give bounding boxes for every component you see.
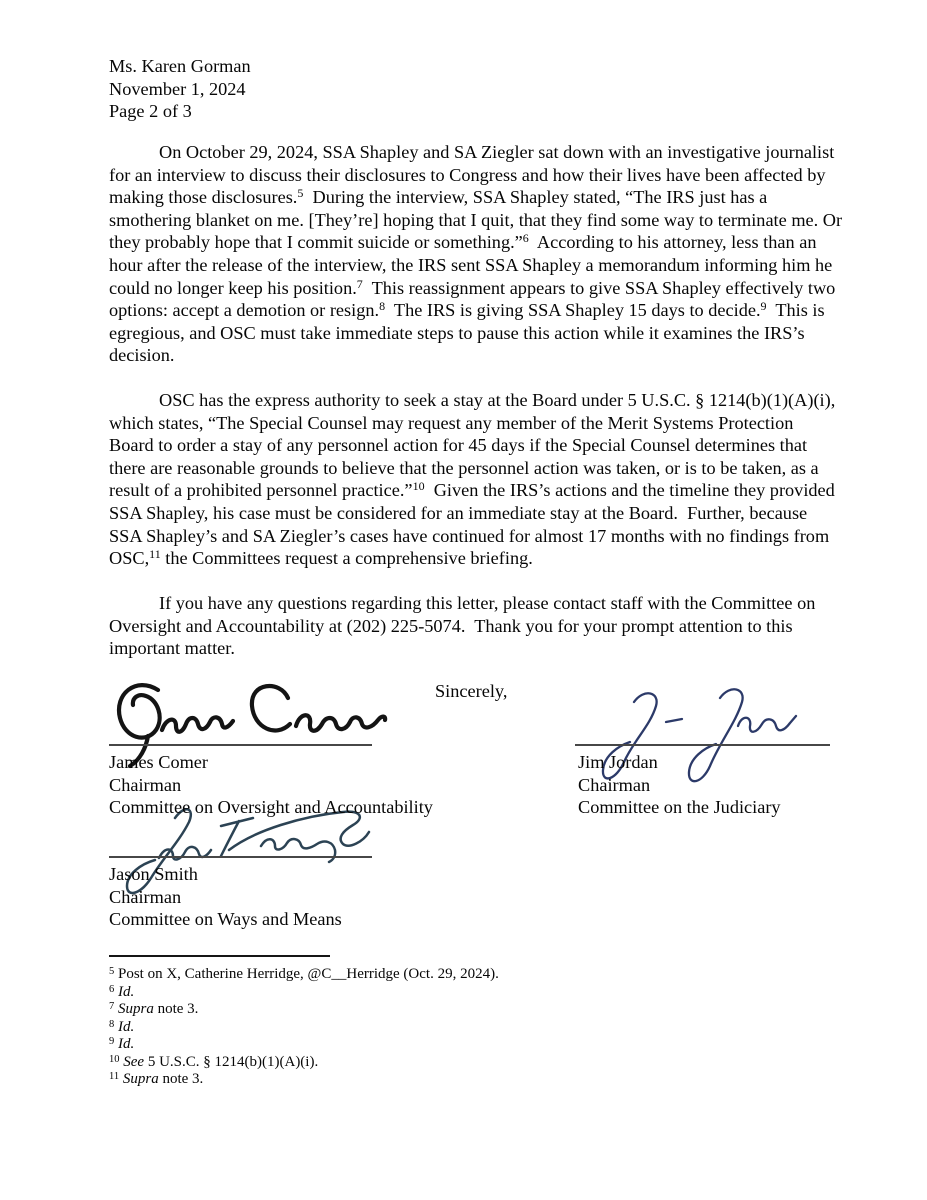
text-line: Board to order a stay of any personnel action for 45 days if the Special Counsel determines that [109,435,808,456]
signatory-name: Jim Jordan [578,752,658,772]
body-paragraph-3 [109,592,815,660]
valediction: Sincerely, [435,681,508,701]
signatory-title: Chairman [578,774,651,795]
signature-line [575,744,830,746]
signatory-title: Chairman [109,886,182,907]
text-line: OSC,$^{11}$ the Committees request a comprehensive briefing. [109,547,533,569]
signatory-block-jordan [578,751,781,819]
footnote-6: $^6$ Id. [109,983,135,1000]
letter-header [109,55,251,123]
text-line: options: accept a demotion or resign.$^8$ The IRS is giving SSA Shapley 15 days to decide.$^9$ This is [109,299,825,321]
signatory-committee: Committee on Ways and Means [109,909,342,930]
text-line: SSA Shapley’s and SA Ziegler’s cases have continued for almost 17 months with no findings from [109,525,830,546]
text-line: hour after the release of the interview, the IRS sent SSA Shapley a memorandum informing him he [109,254,833,275]
text-line: result of a prohibited personnel practice.”$^{10}$ Given the IRS’s actions and the timeline they provided [109,479,835,501]
footnote-11: $^{11}$ Supra note 3. [109,1071,204,1087]
footnote-8: $^8$ Id. [109,1018,135,1035]
text-line: for an interview to discuss their disclosures to Congress and how their lives have been affected by [109,164,826,185]
footnote-separator [109,955,330,957]
body-paragraph-2 [109,389,835,570]
body-paragraph-1 [109,141,842,367]
text-line: decision. [109,345,175,366]
footnote-5: $^5$ Post on X, Catherine Herridge, @C__Herridge (Oct. 29, 2024). [109,966,499,982]
text-line: making those disclosures.$^5$ During the interview, SSA Shapley stated, “The IRS just has a [109,186,768,208]
recipient-name: Ms. Karen Gorman [109,56,251,76]
signatory-committee: Committee on Oversight and Accountability [109,797,433,818]
text-line: important matter. [109,638,235,659]
footnote-7: $^7$ Supra note 3. [109,1001,199,1017]
signatory-block-comer [109,751,433,819]
text-line: On October 29, 2024, SSA Shapley and SA Ziegler sat down with an investigative journalist [159,142,835,162]
signature-line [109,744,372,746]
text-line: they probably hope that I commit suicide or something.”$^6$ According to his attorney, less than an [109,231,817,253]
text-line: could no longer keep his position.$^7$ This reassignment appears to give SSA Shapley effectively two [109,276,836,298]
text-line: OSC has the express authority to seek a stay at the Board under 5 U.S.C. § 1214(b)(1)(A)(i), [159,390,836,410]
footnotes [109,966,499,1089]
signature-line [109,856,372,858]
signatory-block-smith [109,863,342,931]
text-line: SSA Shapley, his case must be considered for an immediate stay at the Board. Further, because [109,502,808,523]
signatory-title: Chairman [109,774,182,795]
page-number: Page 2 of 3 [109,101,192,122]
footnote-10: $^{10}$ See 5 U.S.C. § 1214(b)(1)(A)(i). [109,1053,319,1070]
text-line: egregious, and OSC must take immediate steps to pause this action while it examines the IRS’s [109,322,805,343]
text-line: Oversight and Accountability at (202) 225-5074. Thank you for your prompt attention to this [109,615,793,636]
signatory-name: James Comer [109,752,209,772]
text-line: If you have any questions regarding this letter, please contact staff with the Committee on [159,593,816,613]
footnote-9: $^9$ Id. [109,1036,135,1052]
text-line: which states, “The Special Counsel may request any member of the Merit Systems Protection [109,412,794,433]
signatory-name: Jason Smith [109,864,198,884]
text-line: there are reasonable grounds to believe that the personnel action was taken, or is to be taken, as a [109,457,819,478]
text-line: smothering blanket on me. [They’re] hoping that I quit, that they find some way to terminate me. Or [109,209,843,230]
signatory-committee: Committee on the Judiciary [578,797,781,818]
letter-date: November 1, 2024 [109,78,246,99]
